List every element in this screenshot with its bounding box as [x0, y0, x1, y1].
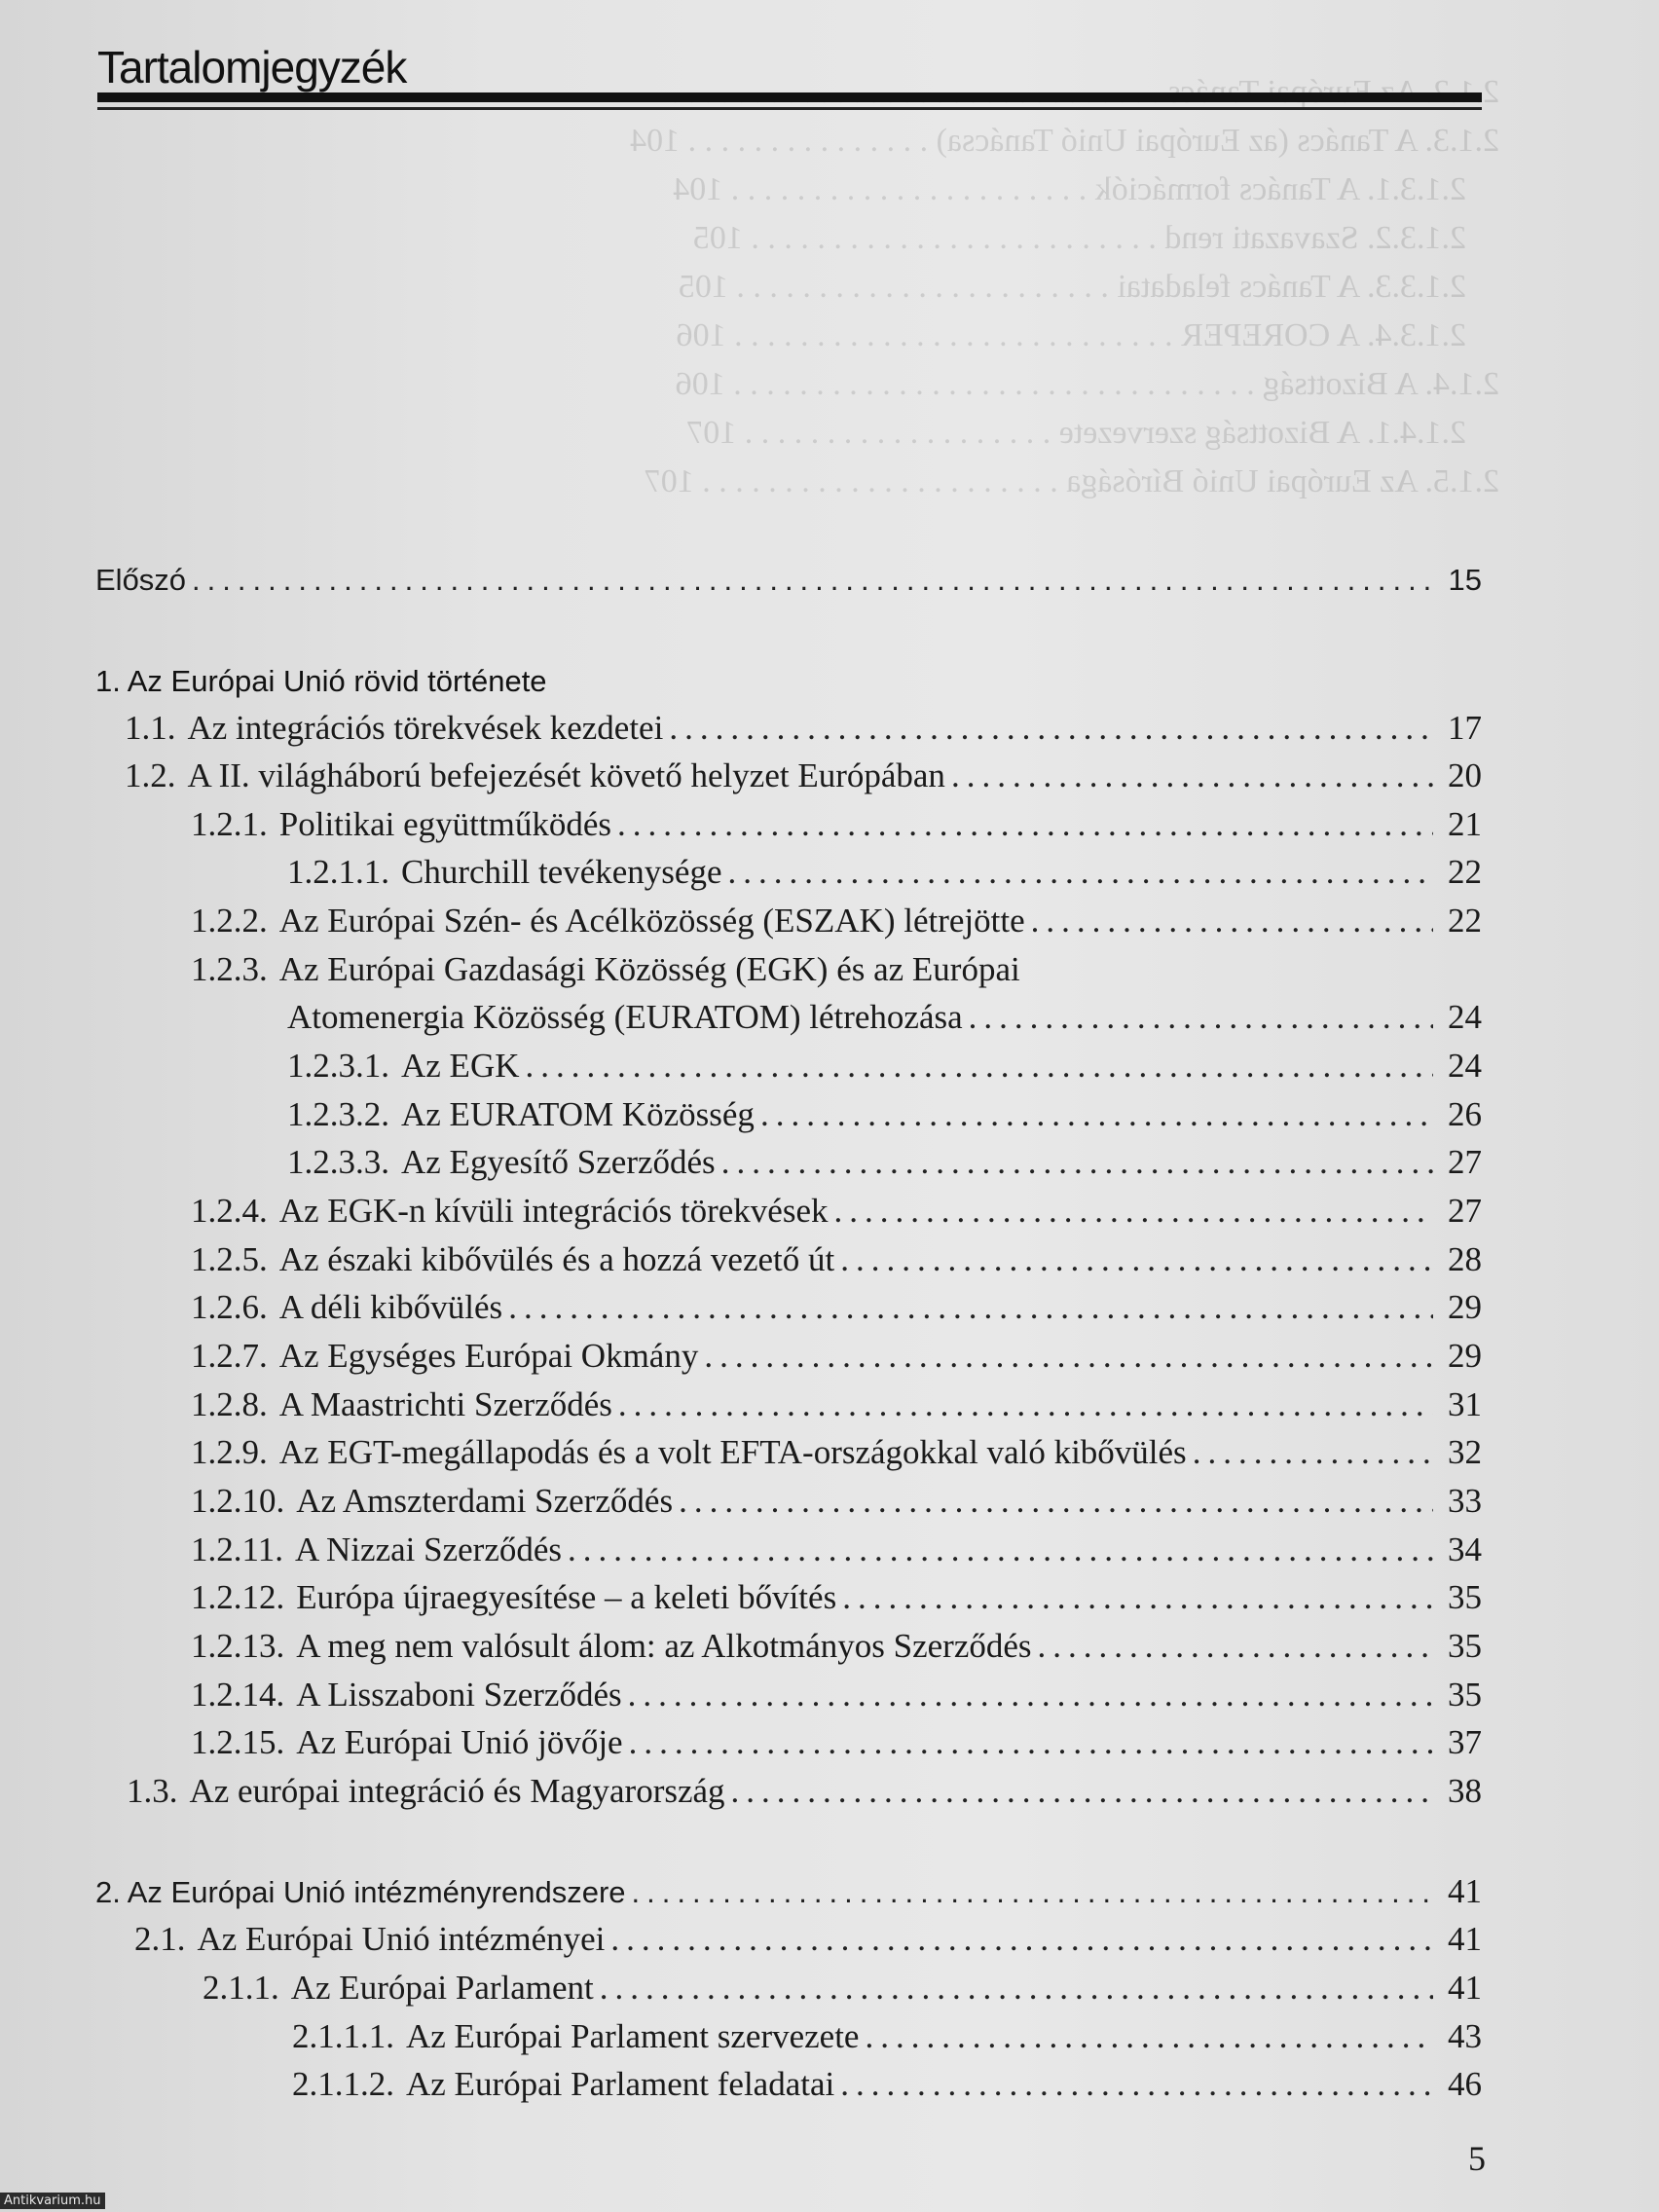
- toc-entry[interactable]: 1.2. A II. világháború befejezését követő helyzet Európában ..... 20: [125, 756, 1482, 796]
- bleed-through-text: 2.1.3. A Tanács (az Európai Unió Tanácsa) . . . . . . . . . . . . . . . 104 2.1.3.1. A Tanács formációk . . . . . . . . . . . . . . . . . . . . . . 104 2.1.3.2. Szavazati rend . . . . . . . . . . . . . . . . . . . . . . . . . 105 2.1.3.3. A Tanács feladatai . . . . . . . . . . . . . . . . . . . . . . . 105 2.1.3.4. A COREPER . . . . . . . . . . . . . . . . . . . . . . . . . . . 106 2.1.4. A Bizottság . . . . . . . . . . . . . . . . . . . . . . . . . . . . . . . . 106 2.1.4.1. A Bizottság szervezete . . . . . . . . . . . . . . . . . . . 107 2.1.5. Az Európai Unió Bírósága . . . . . . . . . . . . . . . . . . . . . . 107: [630, 123, 1499, 499]
- dot-leader: [1031, 901, 1433, 941]
- toc-entry[interactable]: 1.2.4. Az EGK-n kívüli integrációs törekvések ..... 27: [191, 1191, 1482, 1232]
- toc-entry[interactable]: 1.2.8. A Maastrichti Szerződés ..... 31: [191, 1384, 1482, 1425]
- toc-entry[interactable]: 1.2.3.2. Az EURATOM Közösség ..... 26: [287, 1094, 1482, 1135]
- toc-entry-foreword[interactable]: [95, 560, 1482, 601]
- page-number: 5: [1468, 2139, 1486, 2178]
- toc-entry[interactable]: 1.2.15. Az Európai Unió jövője ..... 37: [191, 1722, 1482, 1763]
- toc-entry[interactable]: 1.2.9. Az EGT-megállapodás és a volt EFTA-országokkal való kibővülés ..... 32: [191, 1432, 1482, 1473]
- dot-leader: [526, 1046, 1434, 1087]
- dot-leader: [1193, 1432, 1433, 1473]
- dot-leader: [731, 1771, 1433, 1812]
- dot-leader: [617, 804, 1433, 845]
- dot-leader: [704, 1336, 1433, 1377]
- toc-entry[interactable]: 1.2.7. Az Egységes Európai Okmány ..... 29: [191, 1336, 1482, 1377]
- dot-leader: [760, 1094, 1433, 1135]
- toc-entry[interactable]: 2.1.1.1. Az Európai Parlament szervezete ..... 43: [292, 2016, 1482, 2057]
- toc-entry[interactable]: 1.2.3.3. Az Egyesítő Szerződés ..... 27: [287, 1142, 1482, 1183]
- watermark: Antikvarium.hu: [0, 2193, 105, 2209]
- dot-leader: [679, 1481, 1433, 1522]
- toc-entry[interactable]: 1.2.5. Az északi kibővülés és a hozzá vezető út ..... 28: [191, 1239, 1482, 1280]
- toc-entry[interactable]: 1.2.6. A déli kibővülés ..... 29: [191, 1287, 1482, 1328]
- page-title: Tartalomjegyzék: [97, 42, 407, 92]
- toc-label: Előszó: [95, 563, 187, 597]
- dot-leader: [721, 1142, 1433, 1183]
- toc-entry[interactable]: 1.2.13. A meg nem valósult álom: az Alkotmányos Szerződés ..... 35: [191, 1626, 1482, 1667]
- chapter-heading-1[interactable]: 1. Az Európai Unió rövid története: [95, 664, 547, 698]
- dot-leader: [618, 1384, 1433, 1425]
- dot-leader: [628, 1675, 1433, 1715]
- toc-page: 15: [1448, 563, 1482, 597]
- dot-leader: [629, 1722, 1433, 1763]
- header-rule-thin: [97, 107, 1482, 110]
- dot-leader: [865, 2016, 1433, 2057]
- dot-leader: [969, 997, 1433, 1038]
- toc-entry[interactable]: 1.2.1. Politikai együttműködés ..... 21: [191, 804, 1482, 845]
- toc-entry-line1[interactable]: 1.2.3. Az Európai Gazdasági Közösség (EGK) és az Európai: [191, 950, 1020, 988]
- toc-entry[interactable]: 1.2.2. Az Európai Szén- és Acélközösség (ESZAK) létrejötte ..... 22: [191, 901, 1482, 941]
- dot-leader: [508, 1287, 1433, 1328]
- dot-leader: [833, 1191, 1433, 1232]
- toc-entry[interactable]: 2.1. Az Európai Unió intézményei ..... 41: [134, 1919, 1482, 1960]
- toc-entry[interactable]: 1.3. Az európai integráció és Magyarország ..... 38: [127, 1771, 1482, 1812]
- toc-entry[interactable]: 1.2.12. Európa újraegyesítése – a keleti bővítés ..... 35: [191, 1577, 1482, 1618]
- toc-entry[interactable]: 1.2.11. A Nizzai Szerződés ..... 34: [191, 1530, 1482, 1570]
- dot-leader: [192, 560, 1433, 601]
- toc-entry[interactable]: 2.1.1. Az Európai Parlament ..... 41: [203, 1968, 1482, 2009]
- toc-entry[interactable]: 1.2.14. A Lisszaboni Szerződés ..... 35: [191, 1675, 1482, 1715]
- toc-entry[interactable]: 2.1.1.2. Az Európai Parlament feladatai ..... 46: [292, 2064, 1482, 2105]
- dot-leader: [568, 1530, 1433, 1570]
- dot-leader: [610, 1919, 1433, 1960]
- dot-leader: [951, 756, 1433, 796]
- toc-entry[interactable]: 1.2.3.1. Az EGK ..... 24: [287, 1046, 1482, 1087]
- dot-leader: [1038, 1626, 1433, 1667]
- dot-leader: [727, 852, 1433, 893]
- dot-leader: [842, 1577, 1433, 1618]
- chapter-heading-2[interactable]: 2. Az Európai Unió intézményrendszere ..... 41: [95, 1871, 1482, 1912]
- header-rule-thick: [97, 92, 1482, 102]
- dot-leader: [840, 1239, 1433, 1280]
- toc-entry-line2[interactable]: Atomenergia Közösség (EURATOM) létrehozása ..... 24: [287, 997, 1482, 1038]
- dot-leader: [600, 1968, 1433, 2009]
- toc-entry[interactable]: 1.1. Az integrációs törekvések kezdetei ..... 17: [125, 708, 1482, 749]
- dot-leader: [840, 2064, 1433, 2105]
- dot-leader: [632, 1872, 1433, 1913]
- toc-entry[interactable]: 1.2.1.1. Churchill tevékenysége ..... 22: [287, 852, 1482, 893]
- dot-leader: [669, 708, 1433, 749]
- toc-entry[interactable]: 1.2.10. Az Amszterdami Szerződés ..... 33: [191, 1481, 1482, 1522]
